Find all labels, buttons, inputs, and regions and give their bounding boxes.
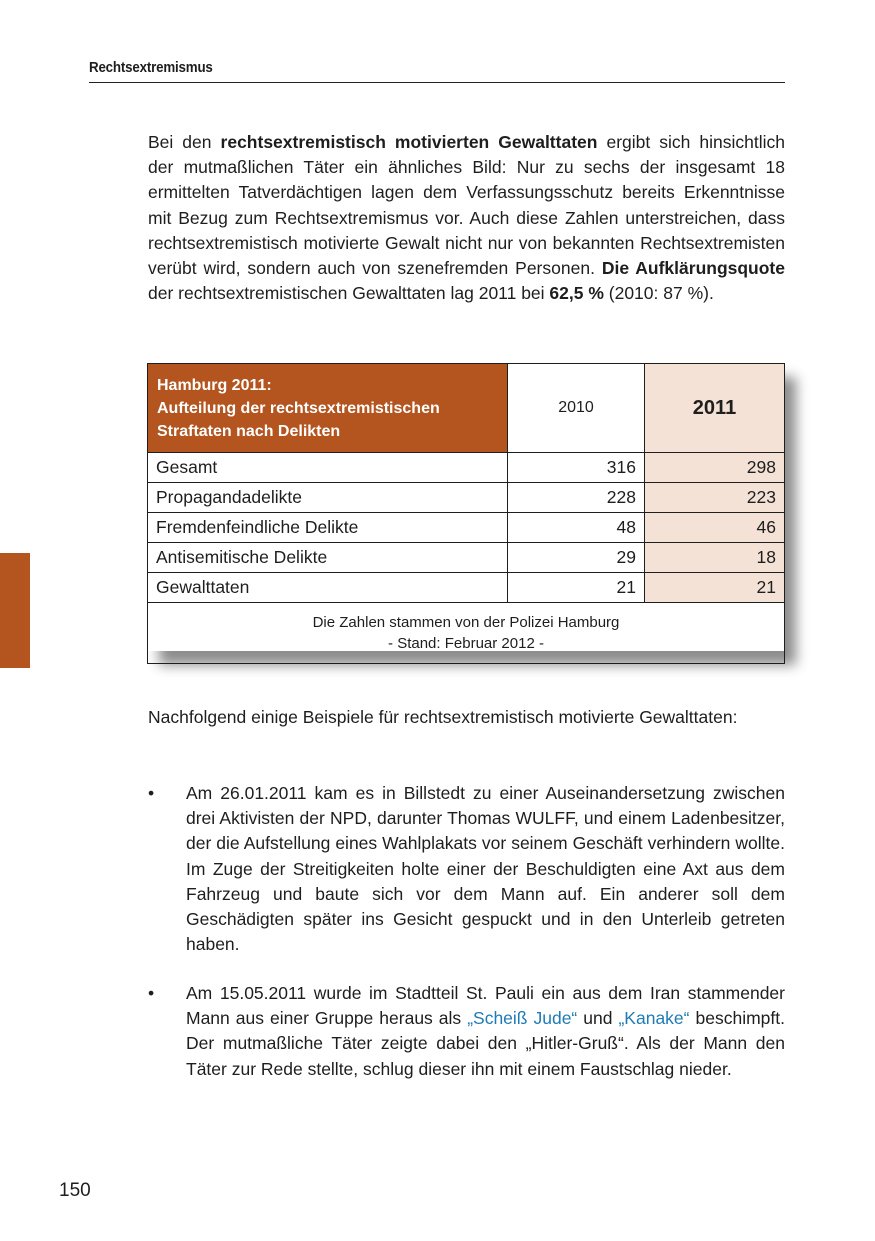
- column-header-2010: 2010: [508, 364, 645, 453]
- column-header-2011: 2011: [645, 364, 785, 453]
- text: Am 15.05.2011 wurde im Stadtteil St. Pauli ein aus dem Iran stammender Mann aus einer Gruppe heraus als: [186, 983, 785, 1029]
- statistics-table-box: [147, 363, 784, 651]
- page-number: 150: [59, 1180, 91, 1201]
- source-line: Die Zahlen stammen von der Polizei Hamburg: [312, 614, 620, 631]
- quoted-slur: „Scheiß Jude“: [467, 1008, 578, 1029]
- examples-intro-paragraph: Nachfolgend einige Beispiele für rechtsextremistisch motivierte Gewalttaten:: [148, 707, 738, 727]
- value-2010: 228: [508, 483, 645, 513]
- value-2010: 29: [508, 543, 645, 573]
- value-2010: 48: [508, 513, 645, 543]
- table-row: [148, 453, 785, 483]
- running-header: Rechtsextremismus: [89, 60, 213, 76]
- value-2011: 46: [645, 513, 785, 543]
- chapter-side-tab: [0, 553, 30, 668]
- table-note-row: [148, 603, 785, 664]
- table-title: [148, 364, 508, 453]
- text: und: [577, 1008, 619, 1029]
- list-item-text: Am 26.01.2011 kam es in Billstedt zu einer Auseinandersetzung zwischen drei Aktivisten der NPD, darunter Thomas WULFF, und einem Ladenbesitzer, der die Aufstellung eines Wahlplakats vor seinem Geschäft verhindern wollte. Im Zuge der Streitigkeiten holte einer der Beschuldigten eine Axt aus dem Fahrzeug und baute sich vor dem Mann auf. Ein anderer soll dem Geschädigten später ins Gesicht gespuckt und in den Unterleib getreten haben.: [186, 783, 785, 955]
- value-2010: 21: [508, 573, 645, 603]
- quoted-slur: „Kanake“: [618, 1008, 690, 1029]
- table-row: [148, 513, 785, 543]
- value-2011: 298: [645, 453, 785, 483]
- value-2010: 316: [508, 453, 645, 483]
- value-2011: 223: [645, 483, 785, 513]
- text: Bei den: [148, 132, 221, 152]
- table-row: [148, 483, 785, 513]
- bullet-marker: •: [148, 983, 155, 1003]
- table-row: [148, 573, 785, 603]
- table-source-note: [148, 603, 785, 664]
- value-2011: 21: [645, 573, 785, 603]
- row-label: Antisemitische Delikte: [148, 543, 508, 573]
- bold-term: Die Aufklärungsquote: [601, 258, 785, 279]
- source-line: - Stand: Februar 2012 -: [388, 635, 544, 652]
- row-label: Gesamt: [148, 453, 508, 483]
- text: (2010: 87 %).: [603, 283, 714, 304]
- row-label: Propagandadelikte: [148, 483, 508, 513]
- bold-term: rechtsextremistisch motivierten Gewalttaten: [220, 132, 598, 152]
- table-row: [148, 543, 785, 573]
- row-label: Fremdenfeindliche Delikte: [148, 513, 508, 543]
- table-header-row: [148, 364, 785, 453]
- bullet-marker: •: [148, 783, 155, 803]
- text: ergibt sich hinsichtlich der mutmaßlichen Täter ein ähnliches Bild: Nur zu sechs der insgesamt 18 ermittelten Tatverdächtigen lagen dem Verfassungsschutz bereits Erkenntnisse mit Bezug zum Rechtsextremismus vor. Auch diese Zahlen unterstreichen, dass rechtsextremistisch motivierte Gewalt nicht nur von bekannten Rechtsextremisten verübt wird, sondern auch von szenefremden Personen.: [148, 132, 785, 279]
- row-label: Gewalttaten: [148, 573, 508, 603]
- header-divider: [89, 82, 785, 83]
- list-item-text: [186, 981, 785, 1082]
- statistics-table: [147, 363, 785, 664]
- table-title-line: Hamburg 2011:: [157, 376, 272, 394]
- text: der rechtsextremistischen Gewalttaten lag 2011 bei: [148, 283, 550, 304]
- text: beschimpft. Der mutmaßliche Täter zeigte dabei den „Hitler-Gruß“. Als der Mann den Täter zur Rede stellte, schlug dieser ihn mit einem Faustschlag nieder.: [186, 1008, 785, 1079]
- bold-value: 62,5 %: [549, 283, 604, 304]
- value-2011: 18: [645, 543, 785, 573]
- table-title-line: Straftaten nach Delikten: [157, 422, 341, 440]
- table-title-line: Aufteilung der rechtsextremistischen: [157, 399, 440, 417]
- intro-paragraph: [148, 130, 785, 306]
